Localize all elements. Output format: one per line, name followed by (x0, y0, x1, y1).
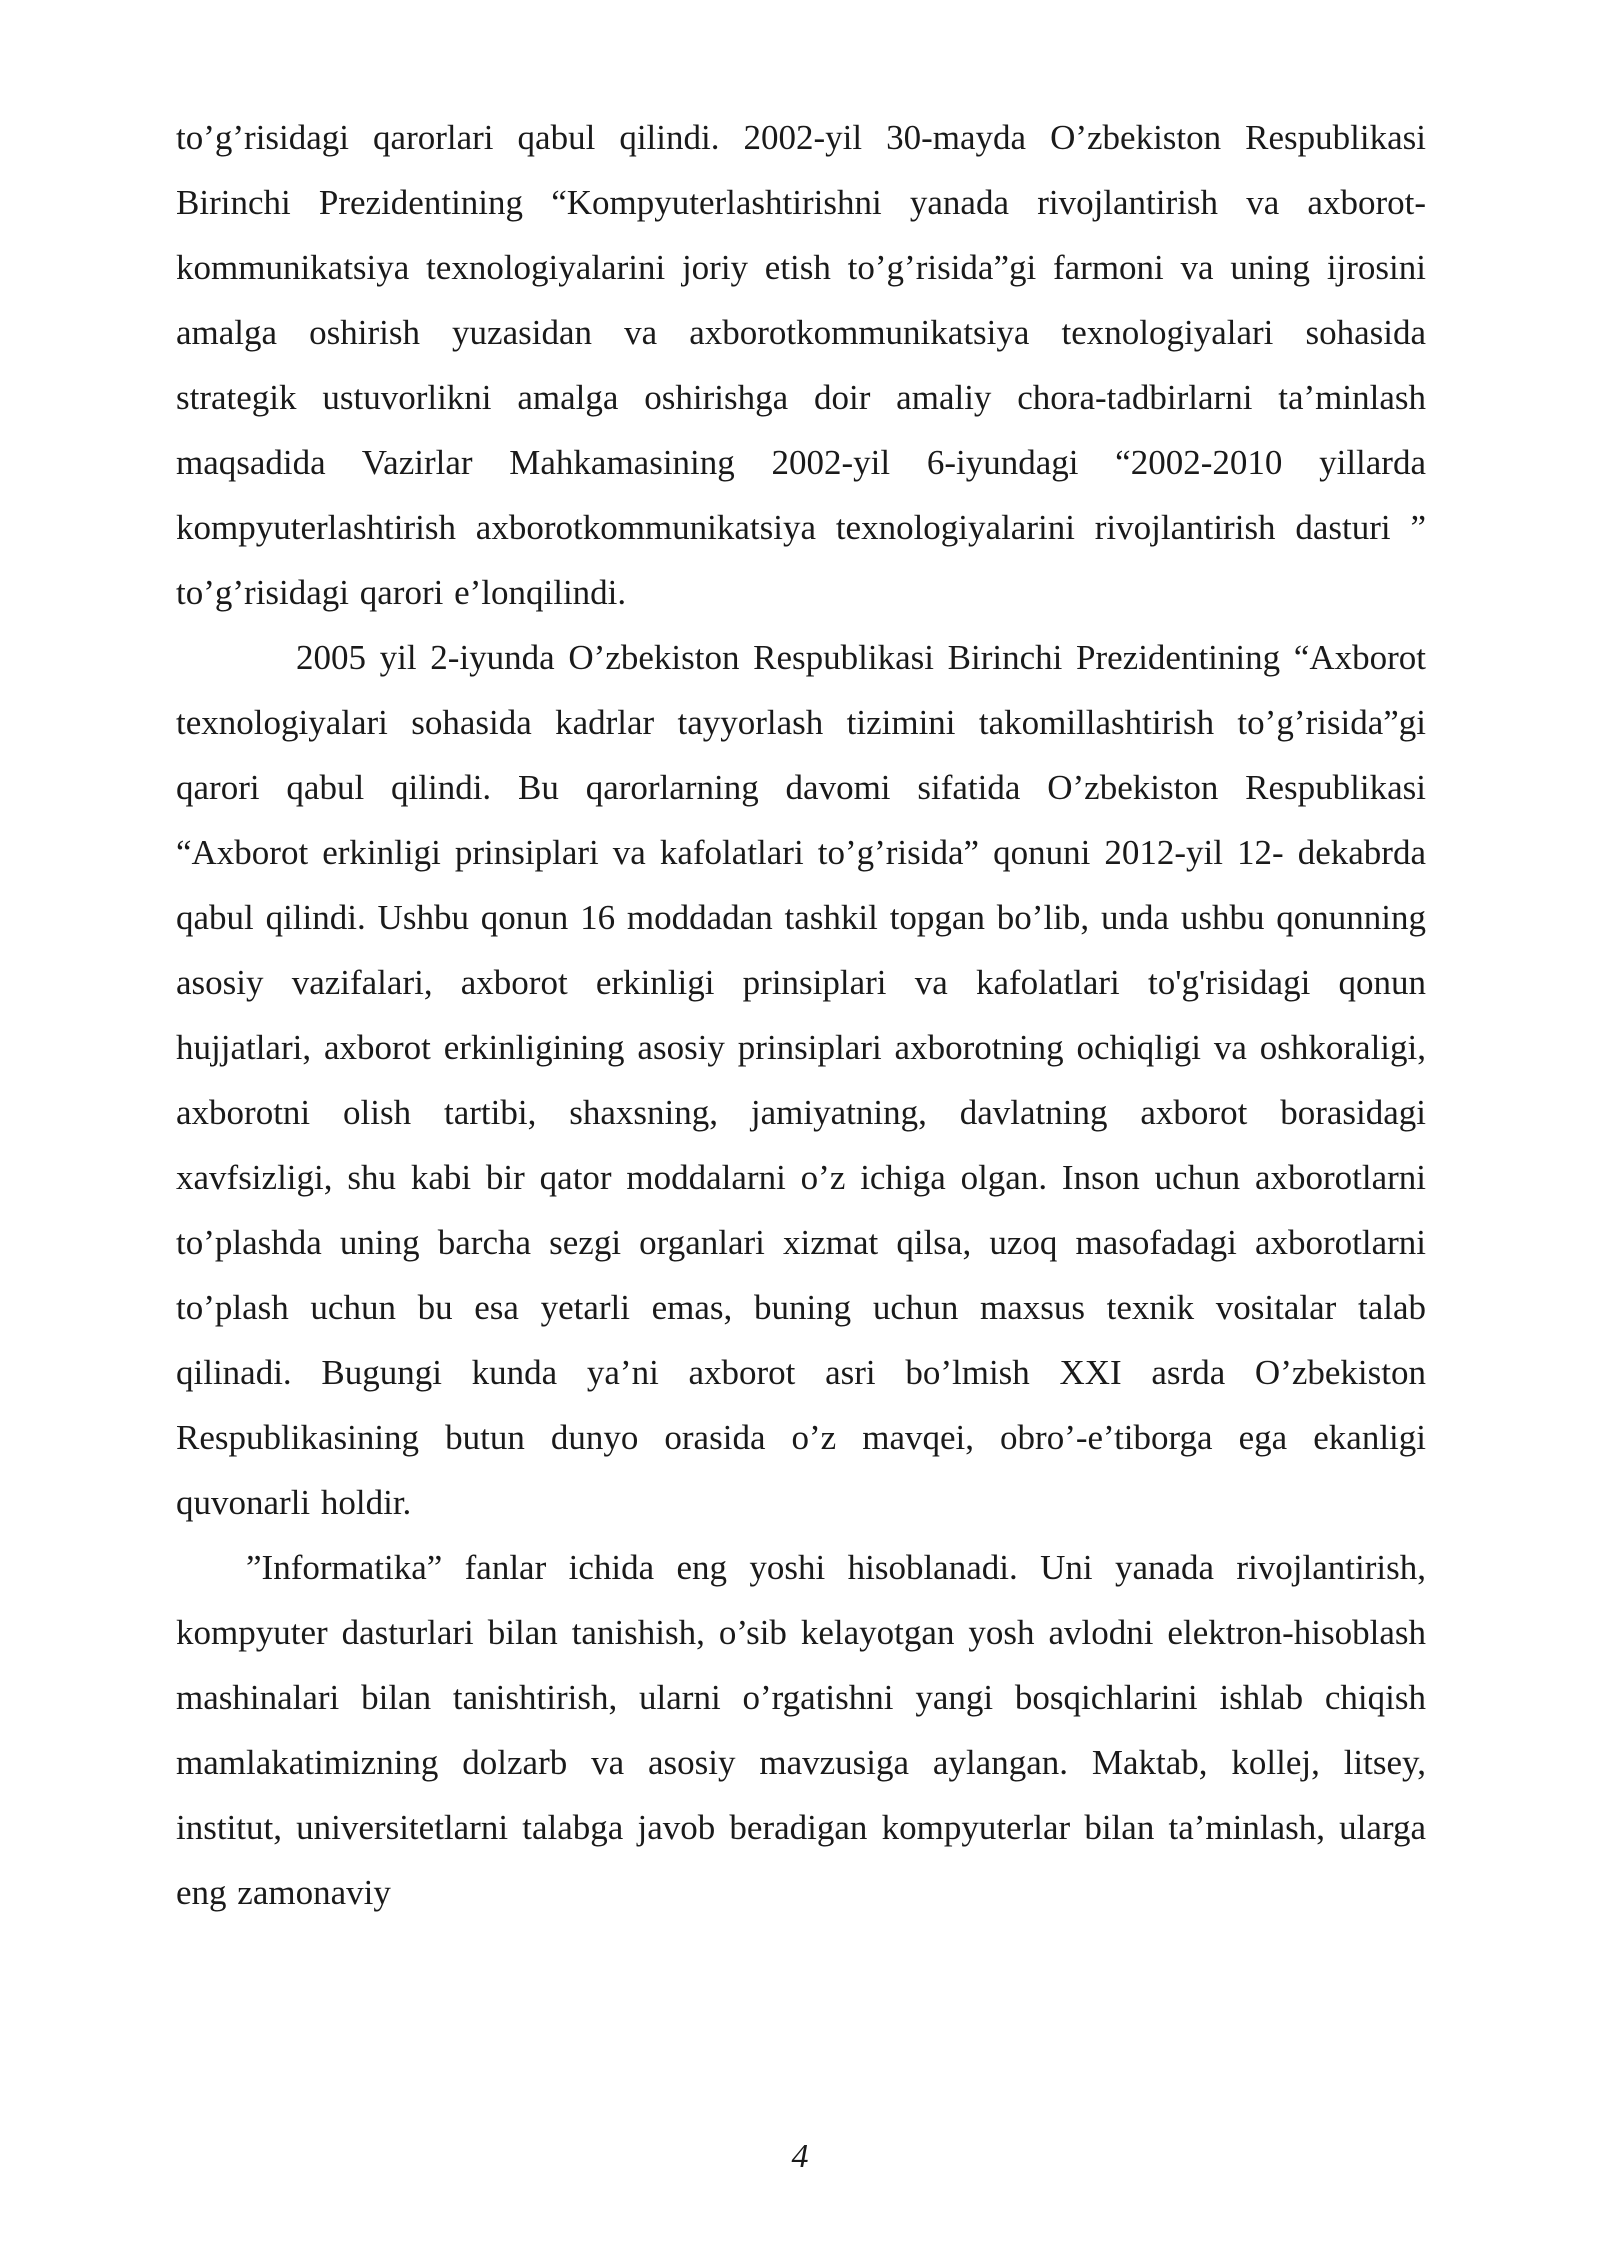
paragraph-2: 2005 yil 2-iyunda O’zbekiston Respublikasi Birinchi Prezidentining “Axborot texnologiyalari sohasida kadrlar tayyorlash tizimini takomillashtirish to’g’risida”gi qarori qabul qilindi. Bu qarorlarning davomi sifatida O’zbekiston Respublikasi “Axborot erkinligi prinsiplari va kafolatlari to’g’risida” qonuni 2012-yil 12- dekabrda qabul qilindi. Ushbu qonun 16 moddadan tashkil topgan bo’lib, unda ushbu qonunning asosiy vazifalari, axborot erkinligi prinsiplari va kafolatlari to'g'risidagi qonun hujjatlari, axborot erkinligining asosiy prinsiplari axborotning ochiqligi va oshkoraligi, axborotni olish tartibi, shaxsning, jamiyatning, davlatning axborot borasidagi xavfsizligi, shu kabi bir qator moddalarni o’z ichiga olgan. Inson uchun axborotlarni to’plashda uning barcha sezgi organlari xizmat qilsa, uzoq masofadagi axborotlarni to’plash uchun bu esa yetarli emas, buning uchun maxsus texnik vositalar talab qilinadi. Bugungi kunda ya’ni axborot asri bo’lmish XXI asrda O’zbekiston Respublikasining butun dunyo orasida o’z mavqei, obro’-e’tiborga ega ekanligi quvonarli holdir. (176, 638, 1426, 1522)
paragraph-3: ”Informatika” fanlar ichida eng yoshi hisoblanadi. Uni yanada rivojlantirish, kompyuter dasturlari bilan tanishish, o’sib kelayotgan yosh avlodni elektron-hisoblash mashinalari bilan tanishtirish, ularni o’rgatishni yangi bosqichlarini ishlab chiqish mamlakatimizning dolzarb va asosiy mavzusiga aylangan. Maktab, kollej, litsey, institut, universitetlarni talabga javob beradigan kompyuterlar bilan ta’minlash, ularga eng zamonaviy (176, 1548, 1426, 1912)
paragraph-1: to’g’risidagi qarorlari qabul qilindi. 2002-yil 30-mayda O’zbekiston Respublikasi Birinchi Prezidentining “Kompyuterlashtirishni yanada rivojlantirish va axborot- kommunikatsiya texnologiyalarini joriy etish to’g’risida”gi farmoni va uning ijrosini amalga oshirish yuzasidan va axborotkommunikatsiya texnologiyalari sohasida strategik ustuvorlikni amalga oshirishga doir amaliy chora-tadbirlarni ta’minlash maqsadida Vazirlar Mahkamasining 2002-yil 6-iyundagi “2002-2010 yillarda kompyuterlashtirish axborotkommunikatsiya texnologiyalarini rivojlantirish dasturi ” to’g’risidagi qarori e’lonqilindi. (176, 118, 1426, 612)
page-number: 4 (791, 2138, 809, 2175)
page-body (176, 105, 1426, 1925)
